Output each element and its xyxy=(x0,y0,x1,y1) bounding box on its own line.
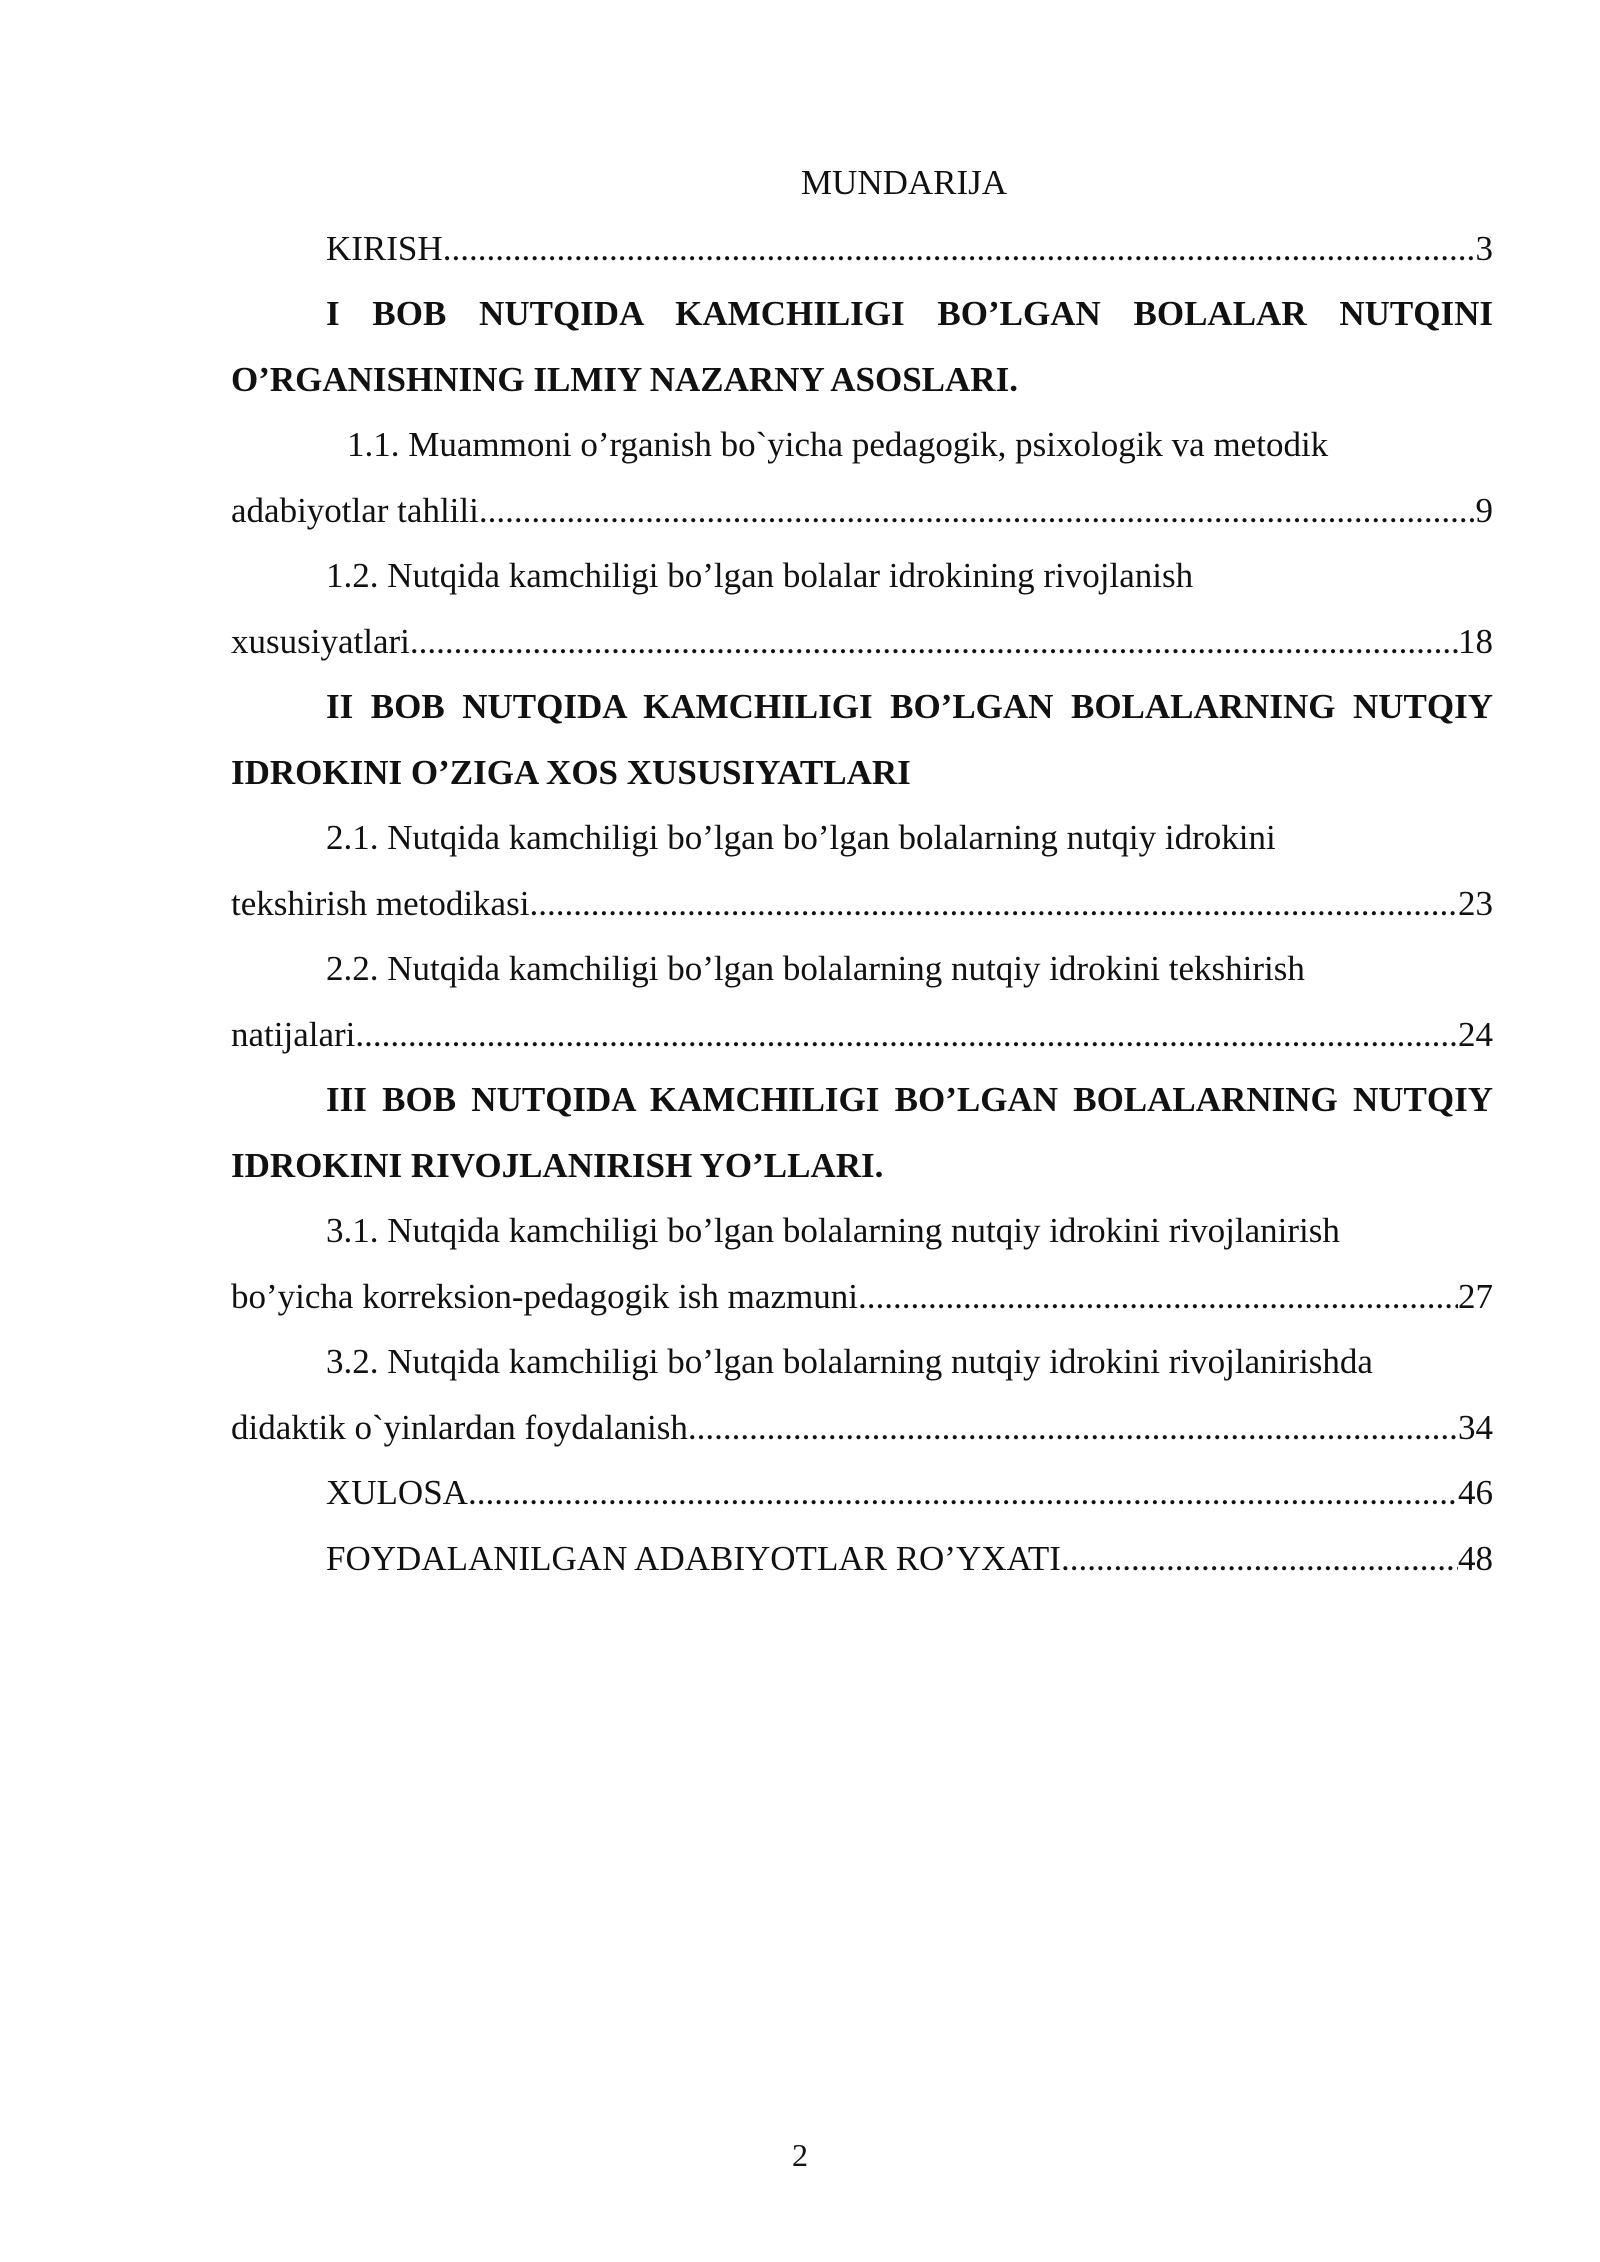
dot-leader xyxy=(1061,1526,1458,1592)
toc-entry-label: natijalari xyxy=(231,1014,356,1054)
chapter-3-heading: III BOB NUTQIDA KAMCHILIGI BO’LGAN BOLALARNING NUTQIY IDROKINI RIVOJLANIRISH YO’LLARI. xyxy=(231,1080,1493,1185)
section-2-2-title: 2.2. Nutqida kamchiligi bo’lgan bolalarning nutqiy idrokini tekshirish xyxy=(326,949,1305,988)
toc-entry-1-2 xyxy=(231,609,1493,675)
toc-entry-references xyxy=(231,1526,1493,1592)
toc-entry-conclusion xyxy=(231,1460,1493,1526)
dot-leader xyxy=(443,216,1476,282)
dot-leader xyxy=(468,1460,1458,1526)
toc-entry-label: adabiyotlar tahlili xyxy=(231,490,479,530)
dot-leader xyxy=(858,1264,1458,1330)
chapter-2-heading: II BOB NUTQIDA KAMCHILIGI BO’LGAN BOLALARNING NUTQIY IDROKINI O’ZIGA XOS XUSUSIYATLARI xyxy=(231,687,1493,792)
toc-entry-1-1 xyxy=(231,478,1493,544)
toc-entry-2-2 xyxy=(231,1002,1493,1068)
toc-page-number: 34 xyxy=(1458,1407,1493,1447)
toc-page-number: 23 xyxy=(1458,883,1493,923)
toc-page-number: 3 xyxy=(1475,228,1493,268)
section-2-1-title: 2.1. Nutqida kamchiligi bo’lgan bo’lgan bolalarning nutqiy idrokini xyxy=(326,818,1276,857)
section-1-2-title: 1.2. Nutqida kamchiligi bo’lgan bolalar idrokining rivojlanish xyxy=(326,556,1194,595)
toc-entry-label: KIRISH xyxy=(326,228,443,268)
toc-entry-label: FOYDALANILGAN ADABIYOTLAR RO’YXATI xyxy=(326,1538,1061,1578)
table-of-contents xyxy=(231,150,1493,1591)
toc-entry-label: xususiyatlari xyxy=(231,621,410,661)
toc-entry-label: bo’yicha korreksion-pedagogik ish mazmuni xyxy=(231,1276,858,1316)
toc-page-number: 46 xyxy=(1458,1473,1493,1512)
section-3-1-title: 3.1. Nutqida kamchiligi bo’lgan bolalarning nutqiy idrokini rivojlanirish xyxy=(326,1211,1340,1250)
section-3-2-title: 3.2. Nutqida kamchiligi bo’lgan bolalarning nutqiy idrokini rivojlanirishda xyxy=(326,1342,1373,1381)
chapter-1-heading: I BOB NUTQIDA KAMCHILIGI BO’LGAN BOLALAR NUTQINI O’RGANISHNING ILMIY NAZARNY ASOSLARI. xyxy=(231,294,1493,399)
toc-entry-3-2 xyxy=(231,1395,1493,1461)
section-1-1-title: 1.1. Muammoni o’rganish bo`yicha pedagogik, psixologik va metodik xyxy=(347,425,1329,464)
toc-page-number: 24 xyxy=(1458,1014,1493,1054)
toc-page-number: 18 xyxy=(1458,621,1493,661)
dot-leader xyxy=(529,871,1458,937)
toc-entry-label: didaktik o`yinlardan foydalanish. xyxy=(231,1407,697,1447)
dot-leader xyxy=(697,1395,1458,1461)
dot-leader xyxy=(479,478,1476,544)
toc-entry-intro xyxy=(231,216,1493,282)
toc-title: MUNDARIJA xyxy=(800,163,1008,202)
toc-page-number: 48 xyxy=(1458,1538,1493,1578)
toc-entry-label: tekshirish metodikasi xyxy=(231,883,530,923)
dot-leader xyxy=(410,609,1458,675)
dot-leader xyxy=(355,1002,1458,1068)
toc-page-number: 9 xyxy=(1475,490,1493,530)
toc-entry-2-1 xyxy=(231,871,1493,937)
page-number: 2 xyxy=(792,2137,808,2173)
toc-page-number: 27 xyxy=(1458,1276,1493,1316)
toc-entry-3-1 xyxy=(231,1264,1493,1330)
toc-entry-label: XULOSA xyxy=(326,1473,468,1512)
